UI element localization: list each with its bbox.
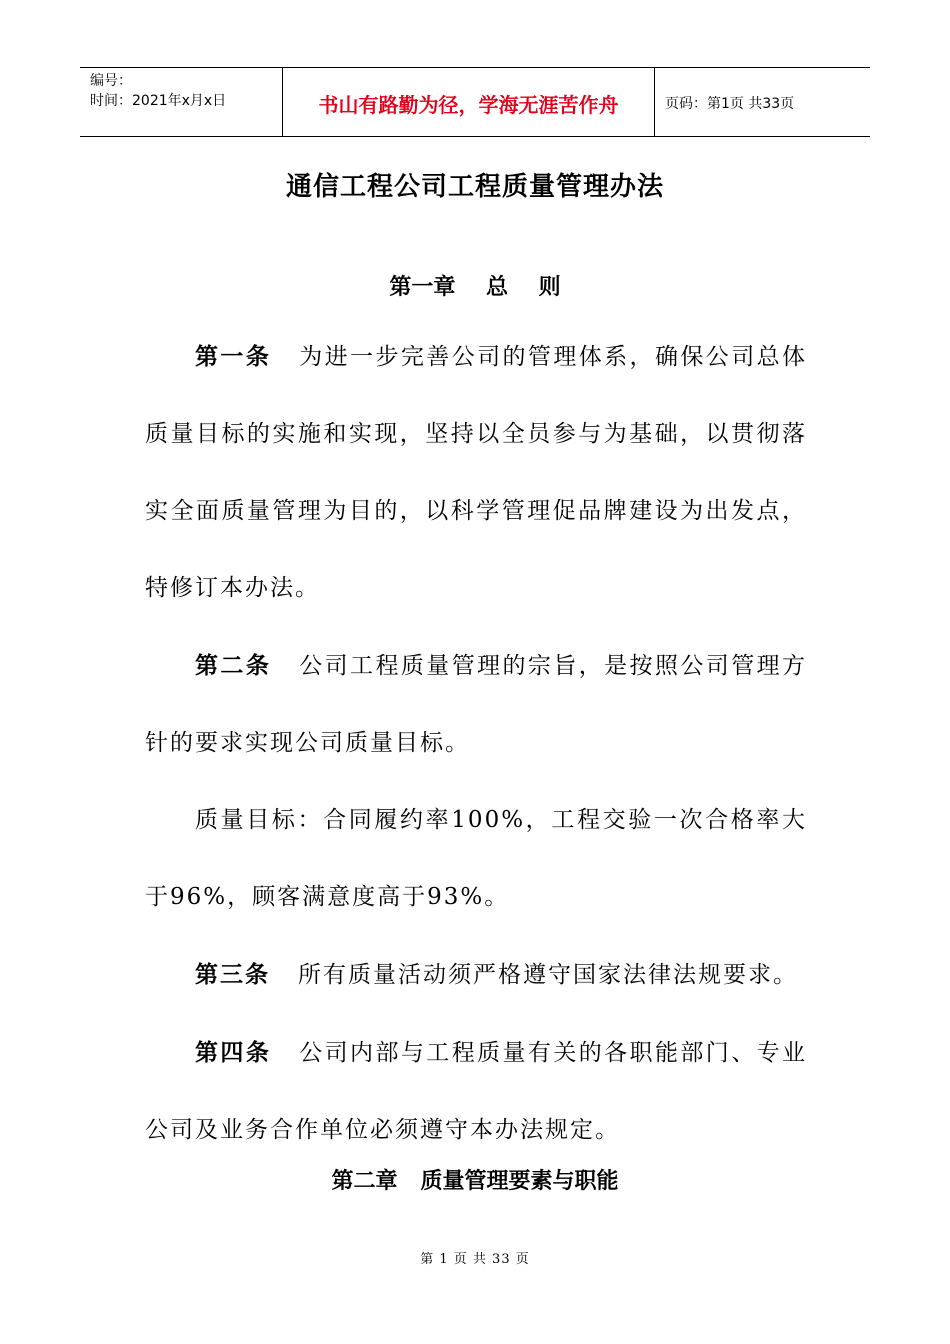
document-date: 时间：2021年x月x日: [90, 93, 227, 109]
article-text: 质量目标：合同履约率100%，工程交验一次合格率大于96%，顾客满意度高于93%。: [145, 807, 807, 910]
article-label: 第四条: [195, 1039, 272, 1066]
article-label: 第一条: [195, 343, 272, 370]
article-1: [145, 318, 807, 627]
document-header: [80, 67, 870, 137]
article-text: 公司内部与工程质量有关的各职能部门、专业公司及业务合作单位必须遵守本办法规定。: [145, 1040, 808, 1143]
article-label: 第三条: [195, 961, 270, 988]
article-4: [145, 1014, 807, 1169]
document-number-label: 编号：: [90, 73, 132, 89]
article-text: 公司工程质量管理的宗旨，是按照公司管理方针的要求实现公司质量目标。: [145, 653, 808, 756]
article-text: 为进一步完善公司的管理体系，确保公司总体质量目标的实施和实现，坚持以全员参与为基础，以贯彻落实全面质量管理为目的，以科学管理促品牌建设为出发点，特修订本办法。: [145, 344, 808, 601]
article-3: [145, 936, 807, 1014]
header-page-info: 页码：第1页 共33页: [665, 96, 795, 112]
quality-goals: [145, 782, 807, 936]
chapter-2-heading: 第二章 质量管理要素与职能: [331, 1168, 619, 1194]
document-title: 通信工程公司工程质量管理办法: [285, 172, 664, 202]
chapter-1-body: [145, 318, 807, 1169]
article-text: 所有质量活动须严格遵守国家法律法规要求。: [298, 962, 798, 988]
article-2: [145, 627, 807, 782]
article-label: 第二条: [195, 652, 272, 679]
header-meta: [80, 68, 282, 136]
page-footer: 第 1 页 共 33 页: [420, 1252, 530, 1267]
chapter-1-heading: 第一章 总 则: [389, 274, 561, 300]
header-motto: 书山有路勤为径，学海无涯苦作舟: [282, 68, 655, 136]
